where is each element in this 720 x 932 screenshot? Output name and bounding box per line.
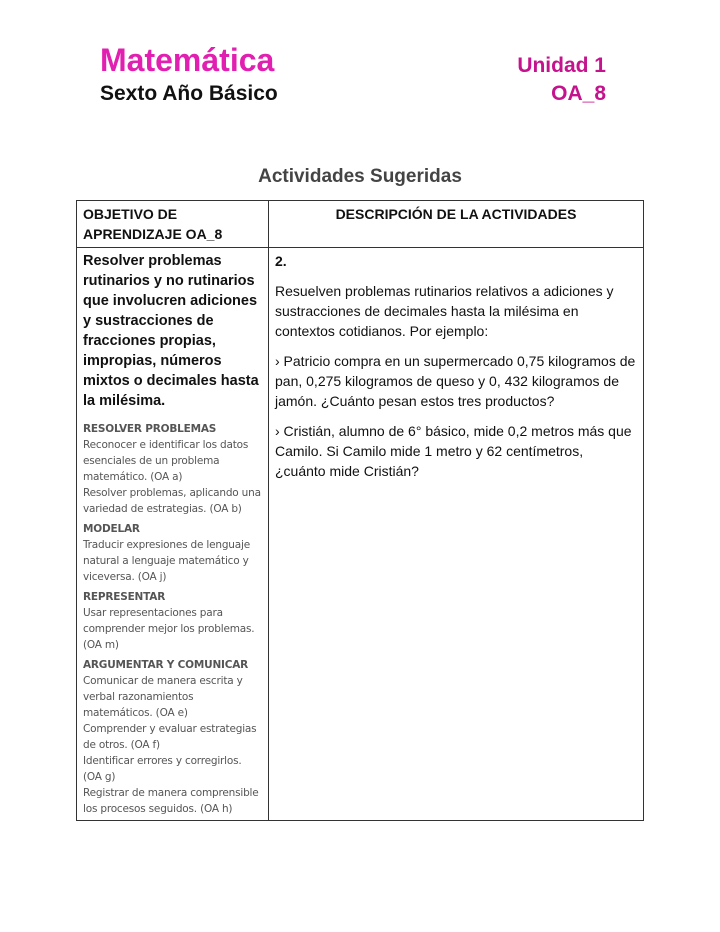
subject-title: Matemática [100,42,275,78]
objective-text: Resolver problemas rutinarios y no rutinarios que involucren adiciones y sustracciones de fracciones propias, impropias, números mixtos o decimales hasta la milésima. [83,253,259,409]
example-1: › Patricio compra en un supermercado 0,75 kilogramos de pan, 0,275 kilogramos de queso y 0, 432 kilogramos de jamón. ¿Cuánto pesan estos tres productos? [275,353,636,409]
skill-line: Comunicar de manera escrita y verbal razonamientos matemáticos. (OA e) [83,675,243,719]
skill-heading: ARGUMENTAR Y COMUNICAR [83,659,249,671]
example-2: › Cristián, alumno de 6° básico, mide 0,2 metros más que Camilo. Si Camilo mide 1 metro y 62 centímetros, ¿cuánto mide Cristián? [275,423,632,479]
activity-intro: Resuelven problemas rutinarios relativos a adiciones y sustracciones de decimales hasta la milésima en contextos cotidianos. Por ejemplo: [275,283,614,339]
activities-table [76,200,644,821]
skill-line: Registrar de manera comprensible los procesos seguidos. (OA h) [83,787,259,815]
skill-line: Comprender y evaluar estrategias de otros. (OA f) [83,723,257,751]
grade-subtitle: Sexto Año Básico [100,82,278,105]
description-cell [269,248,644,821]
objective-cell [77,248,269,821]
unit-label: Unidad 1 [517,54,606,77]
activity-number: 2. [275,253,287,269]
table-header-row [77,201,644,248]
description-header: DESCRIPCIÓN DE LA ACTIVIDADES [269,201,644,248]
skill-line: Reconocer e identificar los datos esenciales de un problema matemático. (OA a) [83,439,249,483]
skill-line: Usar representaciones para comprender mejor los problemas. (OA m) [83,607,255,651]
skills-list [83,421,262,817]
skill-line: Identificar errores y corregirlos. (OA g) [83,755,242,783]
skill-line: Traducir expresiones de lenguaje natural a lenguaje matemático y viceversa. (OA j) [83,539,250,583]
skill-heading: RESOLVER PROBLEMAS [83,423,217,435]
oa-label: OA_8 [551,82,606,105]
skill-heading: REPRESENTAR [83,591,166,603]
table-row [77,248,644,821]
skill-heading: MODELAR [83,523,140,535]
section-title: Actividades Sugeridas [258,166,462,187]
skill-line: Resolver problemas, aplicando una variedad de estrategias. (OA b) [83,487,261,515]
objective-header: OBJETIVO DE APRENDIZAJE OA_8 [77,201,269,248]
